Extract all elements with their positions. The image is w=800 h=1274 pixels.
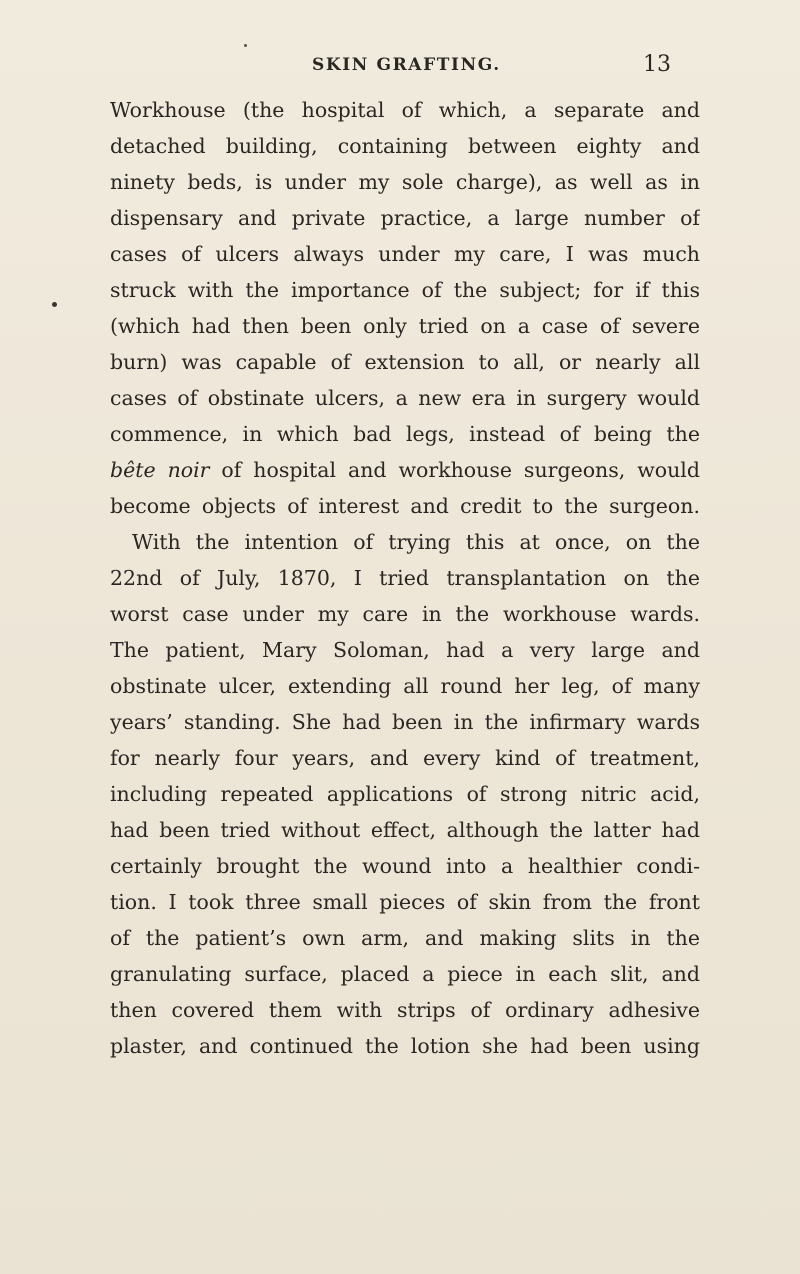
text-line: years’ standing. She had been in the infirmary wards (110, 710, 700, 734)
running-header (0, 52, 800, 82)
text-line: detached building, containing between eighty and (110, 134, 700, 158)
text-line: Workhouse (the hospital of which, a separate and (110, 98, 700, 122)
page-number: 13 (643, 52, 671, 77)
body-text (110, 92, 700, 1064)
text-line: had been tried without effect, although the latter had (110, 818, 700, 842)
paragraph-start-line: With the intention of trying this at once, on the (132, 530, 700, 554)
text-line: worst case under my care in the workhouse wards. (110, 602, 700, 626)
text-line: struck with the importance of the subject; for if this (110, 278, 700, 302)
italic-phrase: bête noir (110, 458, 210, 482)
text-line: 22nd of July, 1870, I tried transplantation on the (110, 566, 700, 590)
text-line: The patient, Mary Soloman, had a very large and (110, 638, 700, 662)
margin-mark (52, 302, 57, 307)
text-line: become objects of interest and credit to the surgeon. (110, 494, 700, 518)
paper-speck (244, 44, 247, 47)
text-line-with-italic (110, 452, 700, 488)
text-line: ninety beds, is under my sole charge), as well as in (110, 170, 700, 194)
text-line: cases of ulcers always under my care, I was much (110, 242, 700, 266)
text-line: of the patient’s own arm, and making slits in the (110, 926, 700, 950)
text-line: obstinate ulcer, extending all round her leg, of many (110, 674, 700, 698)
text-line: for nearly four years, and every kind of treatment, (110, 746, 700, 770)
text-line: granulating surface, placed a piece in each slit, and (110, 962, 700, 986)
text-line: plaster, and continued the lotion she had been using (110, 1034, 700, 1058)
text-line: certainly brought the wound into a healthier condi- (110, 854, 700, 878)
text-line: then covered them with strips of ordinary adhesive (110, 998, 700, 1022)
text-line: (which had then been only tried on a case of severe (110, 314, 700, 338)
text-line: cases of obstinate ulcers, a new era in surgery would (110, 386, 700, 410)
text-line: commence, in which bad legs, instead of being the (110, 422, 700, 446)
running-title: SKIN GRAFTING. (312, 55, 501, 75)
text-line: burn) was capable of extension to all, or nearly all (110, 350, 700, 374)
line-remainder: of hospital and workhouse surgeons, would (209, 458, 700, 482)
text-line: tion. I took three small pieces of skin from the front (110, 890, 700, 914)
text-line: dispensary and private practice, a large number of (110, 206, 700, 230)
text-line: including repeated applications of strong nitric acid, (110, 782, 700, 806)
